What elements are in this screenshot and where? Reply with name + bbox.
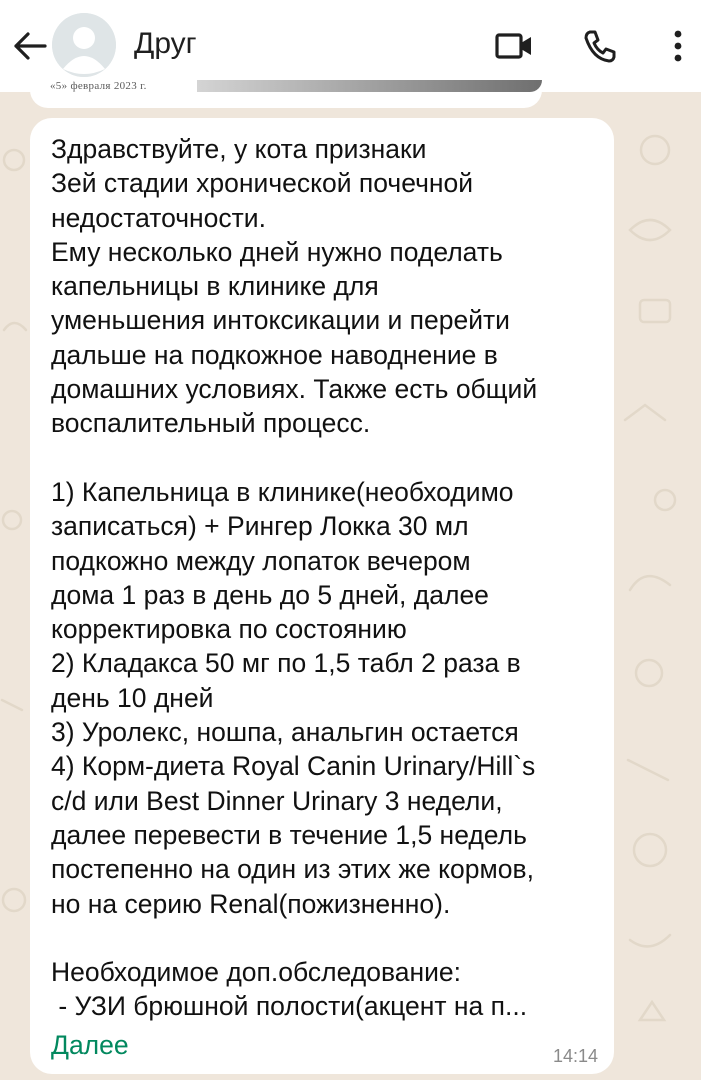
- default-avatar-icon: [52, 13, 116, 77]
- contact-name[interactable]: Друг: [134, 27, 197, 60]
- back-button[interactable]: [10, 26, 50, 66]
- previous-image-caption: «5» февраля 2023 г.: [50, 80, 147, 92]
- more-options-button[interactable]: [654, 22, 701, 70]
- message-time: 14:14: [552, 1046, 598, 1066]
- message-text: Здравствуйте, у кота признаки Зей стадии хронической почечной недостаточности. Ему несколько дней нужно поделать капельницы в клинике для уменьшения интоксикации и перейти дальше на подкожное наводнение в домашних условиях. Также есть общий воспалительный процесс. 1) Капельница в клинике(необходимо записаться) + Рингер Локка 30 мл подкожно между лопаток вечером дома 1 раз в день до 5 дней, далее корректировка по состоянию 2) Кладакса 50 мг по 1,5 табл 2 раза в день 10 дней 3) Уролекс, ношпа, анальгин остается 4) Корм-диета Royal Canin Urinary/Hill`s c/d или Best Dinner Urinary 3 недели, далее перевести в течение 1,5 недель постепенно на один из этих же кормов, но на серию Renal(пожизненно). Необходимое доп.обследование: - УЗИ брюшной полости(акцент на п...: [51, 134, 538, 1022]
- more-vertical-icon: [673, 29, 683, 63]
- contact-avatar[interactable]: [52, 13, 116, 77]
- image-shade: [197, 80, 542, 92]
- phone-icon: [582, 28, 618, 64]
- message-bubble[interactable]: [30, 118, 614, 1074]
- previous-image-message[interactable]: [30, 80, 542, 108]
- video-call-button[interactable]: [490, 22, 538, 70]
- arrow-left-icon: [13, 31, 47, 61]
- voice-call-button[interactable]: [576, 22, 624, 70]
- read-more-link[interactable]: Далее: [51, 1030, 129, 1060]
- video-camera-icon: [494, 31, 534, 61]
- chat-header: [0, 0, 701, 92]
